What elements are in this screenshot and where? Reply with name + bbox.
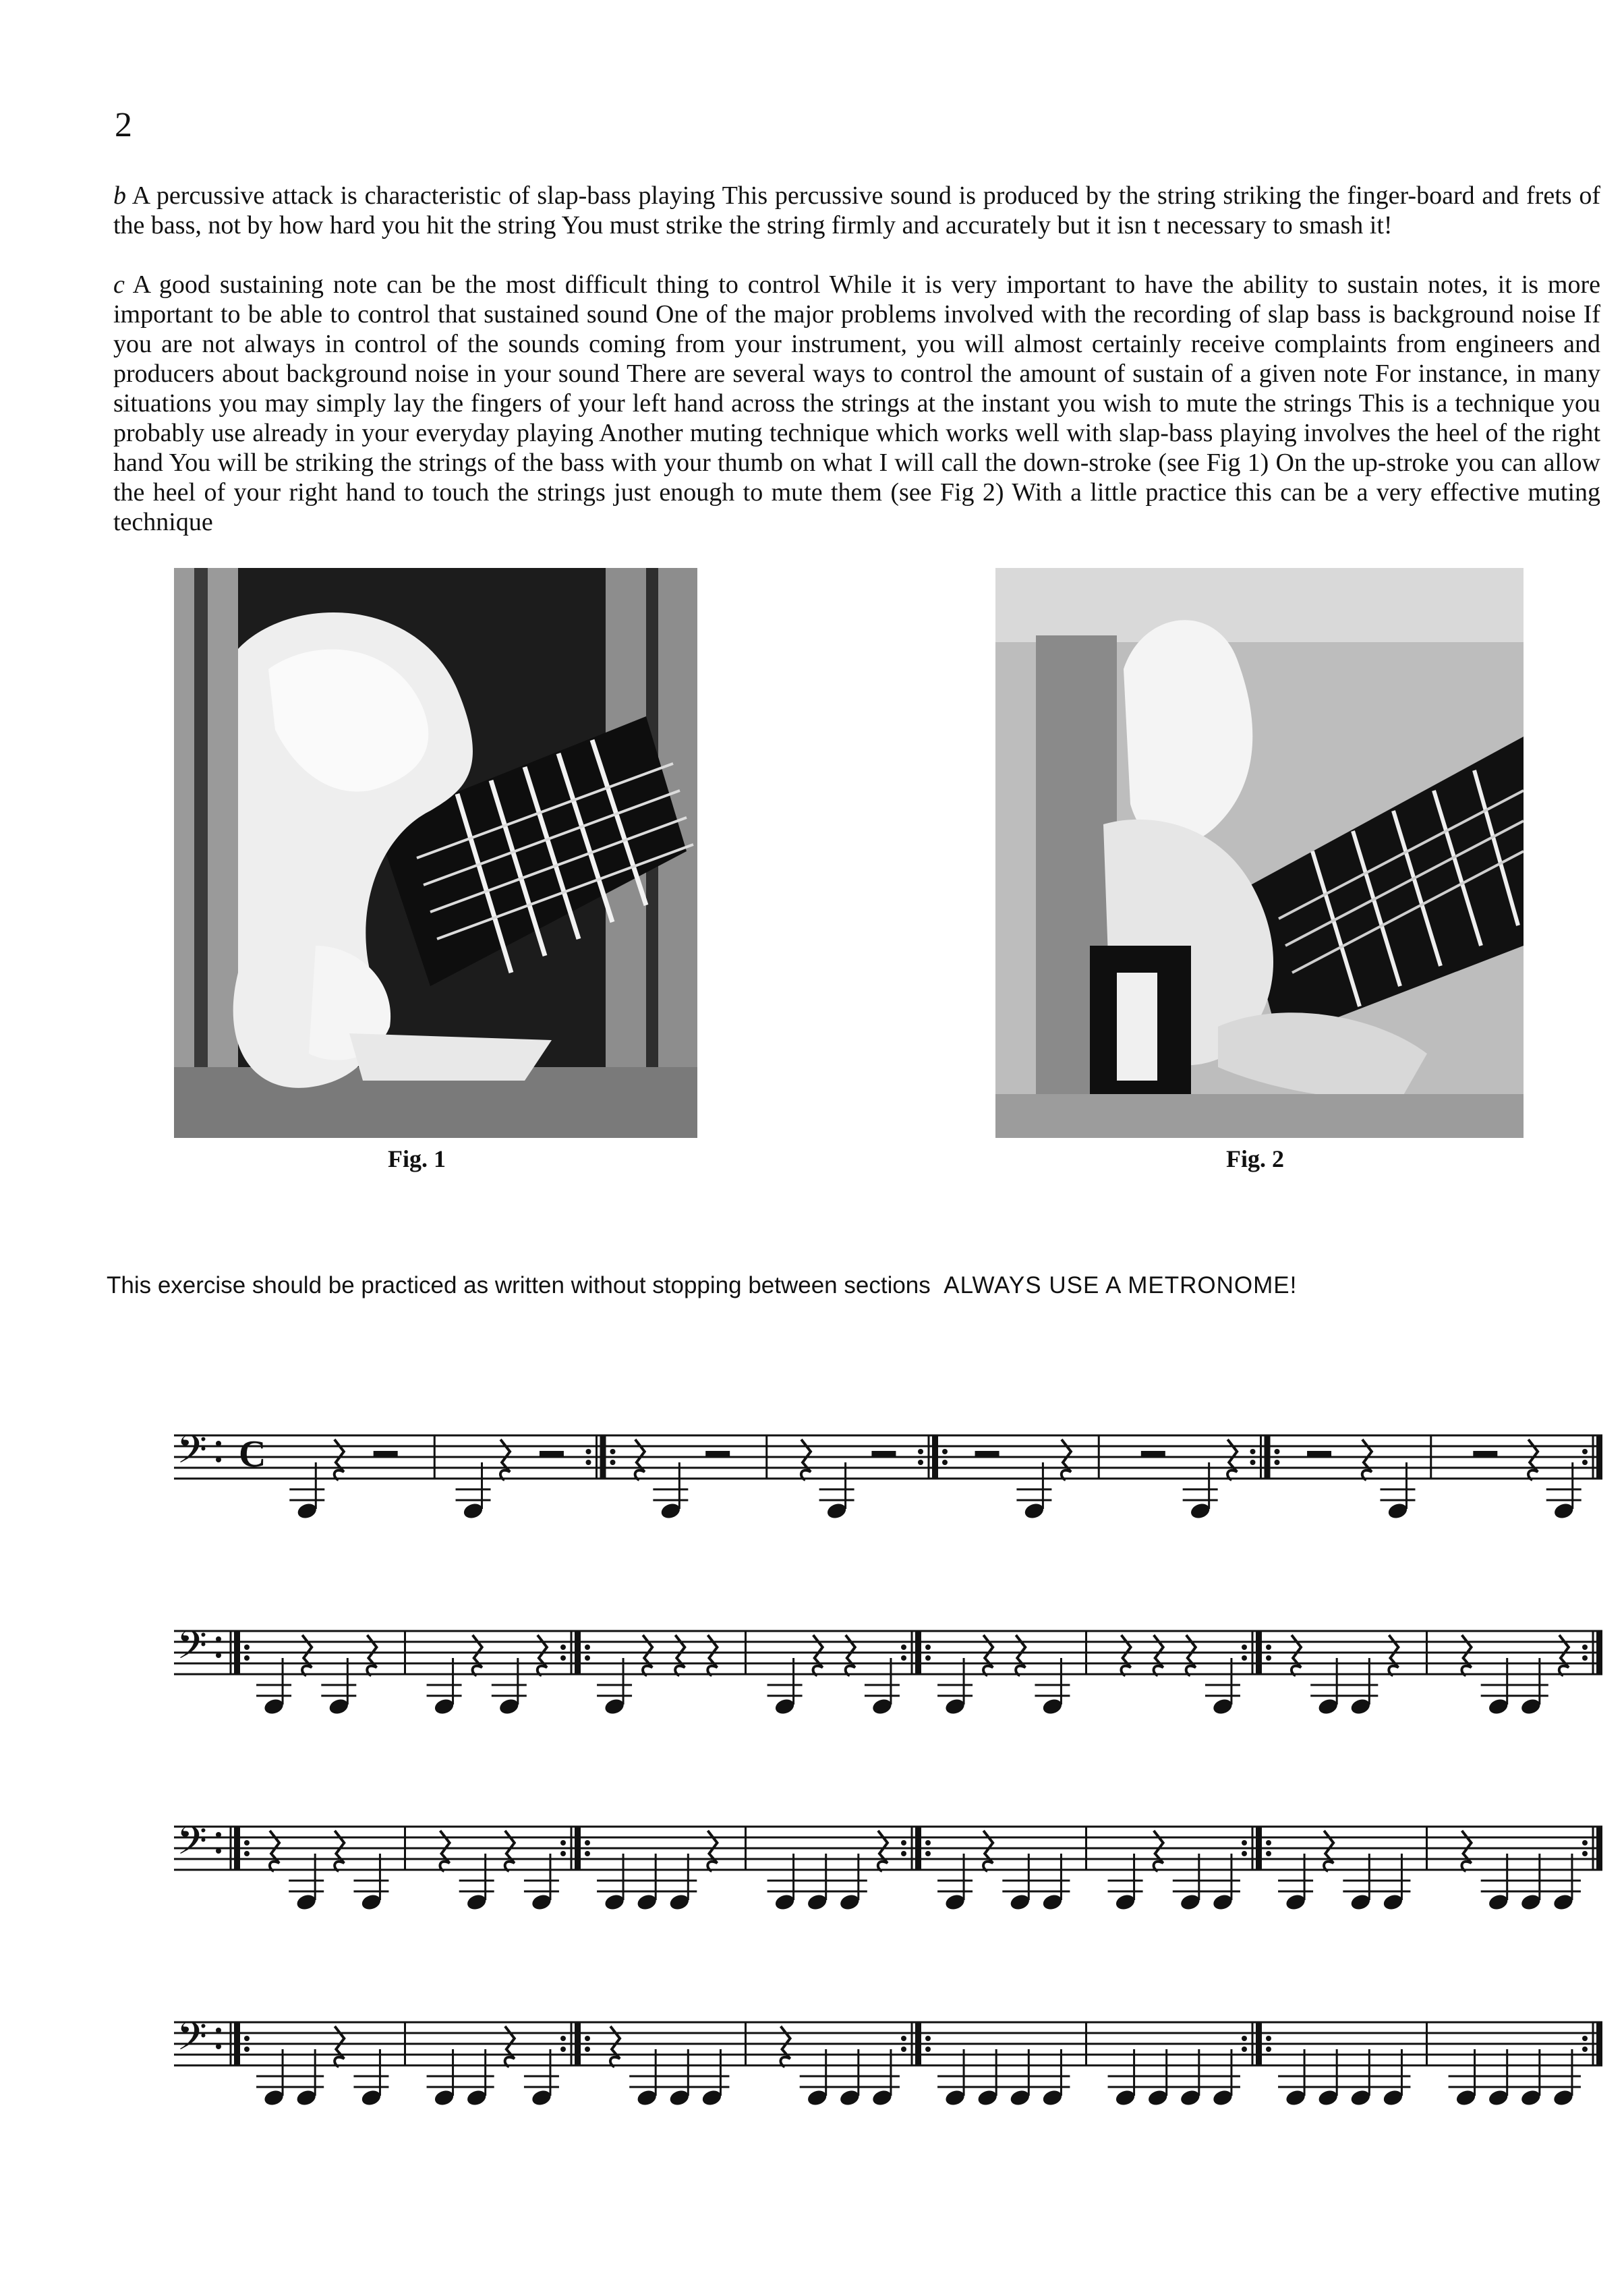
- figure-1-photo: [174, 568, 697, 1138]
- repeat-dot: [244, 2047, 250, 2052]
- staff-row-4: [174, 2010, 1602, 2125]
- paragraph-b: [113, 181, 1600, 240]
- thick-barline: [575, 2022, 581, 2065]
- half-rest: [1473, 1451, 1497, 1457]
- figure-2-photo: [995, 568, 1524, 1138]
- bass-clef: 𝄢: [177, 1818, 208, 1873]
- thick-barline: [1265, 1435, 1271, 1479]
- repeat-dot: [1242, 1840, 1247, 1846]
- repeat-dot: [610, 1449, 616, 1454]
- repeat-dot: [585, 1655, 590, 1661]
- thick-barline: [1256, 2022, 1262, 2065]
- repeat-dot: [585, 2036, 590, 2041]
- repeat-dot: [918, 1460, 923, 1465]
- half-rest: [975, 1451, 999, 1457]
- repeat-dot: [901, 1655, 906, 1661]
- repeat-dot: [1582, 2036, 1588, 2041]
- repeat-dot: [1582, 1644, 1588, 1650]
- repeat-dot: [901, 2047, 906, 2052]
- repeat-dot: [1266, 2036, 1271, 2041]
- figure-1-caption: Fig. 1: [388, 1145, 446, 1172]
- repeat-dot: [1582, 1655, 1588, 1661]
- paragraph-c-lead: c: [113, 270, 125, 299]
- repeat-dot: [586, 1460, 591, 1465]
- repeat-dot: [586, 1449, 591, 1454]
- repeat-dot: [1242, 2047, 1247, 2052]
- thick-barline: [1596, 1435, 1602, 1479]
- repeat-dot: [925, 1655, 931, 1661]
- staff-row-1: [174, 1423, 1602, 1538]
- repeat-dot: [1250, 1449, 1256, 1454]
- repeat-dot: [1582, 1460, 1588, 1465]
- repeat-dot: [942, 1460, 948, 1465]
- repeat-dot: [610, 1460, 616, 1465]
- repeat-dot: [925, 2047, 931, 2052]
- thick-barline: [915, 1631, 921, 1674]
- repeat-dot: [585, 1840, 590, 1846]
- time-signature: C: [239, 1433, 266, 1475]
- repeat-dot: [244, 1840, 250, 1846]
- half-rest: [705, 1451, 730, 1457]
- repeat-dot: [244, 1655, 250, 1661]
- repeat-dot: [585, 2047, 590, 2052]
- repeat-dot: [244, 2036, 250, 2041]
- clef-dot: [216, 1441, 221, 1446]
- paragraph-c-text: A good sustaining note can be the most difficult thing to control While it is very important to have the ability to sustain notes, it is more important to be able to control that sustained sound One of the major problems involved with the recording of slap bass is background noise If you are not always in control of the sounds coming from your instrument, you will almost certainly receive complaints from engineers and producers about background noise in your sound There are several ways to control the amount of sustain of a given note For instance, in many situations you may simply lay the fingers of your left hand across the strings at the instant you wish to mute the strings This is a technique you probably use already in your everyday playing Another muting technique which works well with slap-bass playing involves the heel of the right hand You will be striking the strings of the bass with your thumb on what I will call the down-stroke (see Fig 1) On the up-stroke you can allow the heel of your right hand to touch the strings just enough to mute them (see Fig 2) With a little practice this can be a very effective muting technique: [113, 270, 1600, 536]
- repeat-dot: [560, 2047, 566, 2052]
- thick-barline: [1256, 1827, 1262, 1870]
- clef-dot: [216, 2028, 221, 2033]
- half-rest: [540, 1451, 564, 1457]
- clef-dot: [216, 1457, 221, 1462]
- repeat-dot: [1266, 1851, 1271, 1856]
- thick-barline: [234, 1631, 240, 1674]
- half-rest: [1141, 1451, 1165, 1457]
- staff-row-2: [174, 1619, 1602, 1734]
- repeat-dot: [925, 2036, 931, 2041]
- thick-barline: [1596, 2022, 1602, 2065]
- thick-barline: [932, 1435, 938, 1479]
- clef-dot: [216, 1636, 221, 1642]
- repeat-dot: [585, 1644, 590, 1650]
- repeat-dot: [925, 1840, 931, 1846]
- repeat-dot: [1242, 1644, 1247, 1650]
- thick-barline: [575, 1827, 581, 1870]
- repeat-dot: [1242, 2036, 1247, 2041]
- thick-barline: [1596, 1827, 1602, 1870]
- paragraph-c: [113, 270, 1600, 537]
- half-rest: [871, 1451, 896, 1457]
- page-number: 2: [115, 106, 132, 144]
- staff-row-2-svg: [174, 1619, 1602, 1734]
- repeat-dot: [585, 1851, 590, 1856]
- clef-dot: [216, 1832, 221, 1837]
- exercise-instruction: [107, 1274, 1297, 1297]
- instruction-emphasis: ALWAYS USE A METRONOME!: [944, 1272, 1298, 1298]
- thick-barline: [915, 2022, 921, 2065]
- repeat-dot: [918, 1449, 923, 1454]
- paragraph-b-text: A percussive attack is characteristic of slap-bass playing This percussive sound is produced by the string striking the finger-board and frets of the bass, not by how hard you hit the string You must strike the string firmly and accurately but it isn t necessary to smash it!: [113, 181, 1600, 239]
- repeat-dot: [1242, 1851, 1247, 1856]
- repeat-dot: [901, 1840, 906, 1846]
- clef-dot: [216, 1848, 221, 1854]
- thick-barline: [234, 2022, 240, 2065]
- bass-clef: 𝄢: [177, 2013, 208, 2069]
- thick-barline: [575, 1631, 581, 1674]
- repeat-dot: [1266, 2047, 1271, 2052]
- repeat-dot: [244, 1851, 250, 1856]
- instruction-text: This exercise should be practiced as written without stopping between sections: [107, 1272, 931, 1298]
- repeat-dot: [901, 1851, 906, 1856]
- repeat-dot: [1582, 2047, 1588, 2052]
- repeat-dot: [244, 1644, 250, 1650]
- repeat-dot: [925, 1851, 931, 1856]
- thick-barline: [915, 1827, 921, 1870]
- repeat-dot: [1275, 1460, 1280, 1465]
- paragraph-b-lead: b: [113, 181, 126, 210]
- repeat-dot: [925, 1644, 931, 1650]
- repeat-dot: [901, 2036, 906, 2041]
- half-rest: [1307, 1451, 1331, 1457]
- repeat-dot: [1266, 1655, 1271, 1661]
- thick-barline: [1596, 1631, 1602, 1674]
- repeat-dot: [1266, 1840, 1271, 1846]
- repeat-dot: [1582, 1449, 1588, 1454]
- repeat-dot: [560, 2036, 566, 2041]
- thick-barline: [234, 1827, 240, 1870]
- bass-clef: 𝄢: [177, 1622, 208, 1678]
- repeat-dot: [1242, 1655, 1247, 1661]
- repeat-dot: [1582, 1840, 1588, 1846]
- thick-barline: [1256, 1631, 1262, 1674]
- figure-2-caption: Fig. 2: [1226, 1145, 1284, 1172]
- repeat-dot: [901, 1644, 906, 1650]
- staff-row-3-svg: [174, 1814, 1602, 1929]
- half-rest: [374, 1451, 398, 1457]
- repeat-dot: [560, 1851, 566, 1856]
- repeat-dot: [1582, 1851, 1588, 1856]
- repeat-dot: [1250, 1460, 1256, 1465]
- thick-barline: [600, 1435, 606, 1479]
- clef-dot: [216, 2044, 221, 2049]
- clef-dot: [216, 1653, 221, 1658]
- repeat-dot: [560, 1644, 566, 1650]
- staff-row-1-svg: [174, 1423, 1602, 1538]
- repeat-dot: [560, 1840, 566, 1846]
- staff-row-3: [174, 1814, 1602, 1929]
- staff-row-4-svg: [174, 2010, 1602, 2125]
- repeat-dot: [1275, 1449, 1280, 1454]
- repeat-dot: [942, 1449, 948, 1454]
- repeat-dot: [560, 1655, 566, 1661]
- repeat-dot: [1266, 1644, 1271, 1650]
- bass-clef: 𝄢: [177, 1427, 208, 1482]
